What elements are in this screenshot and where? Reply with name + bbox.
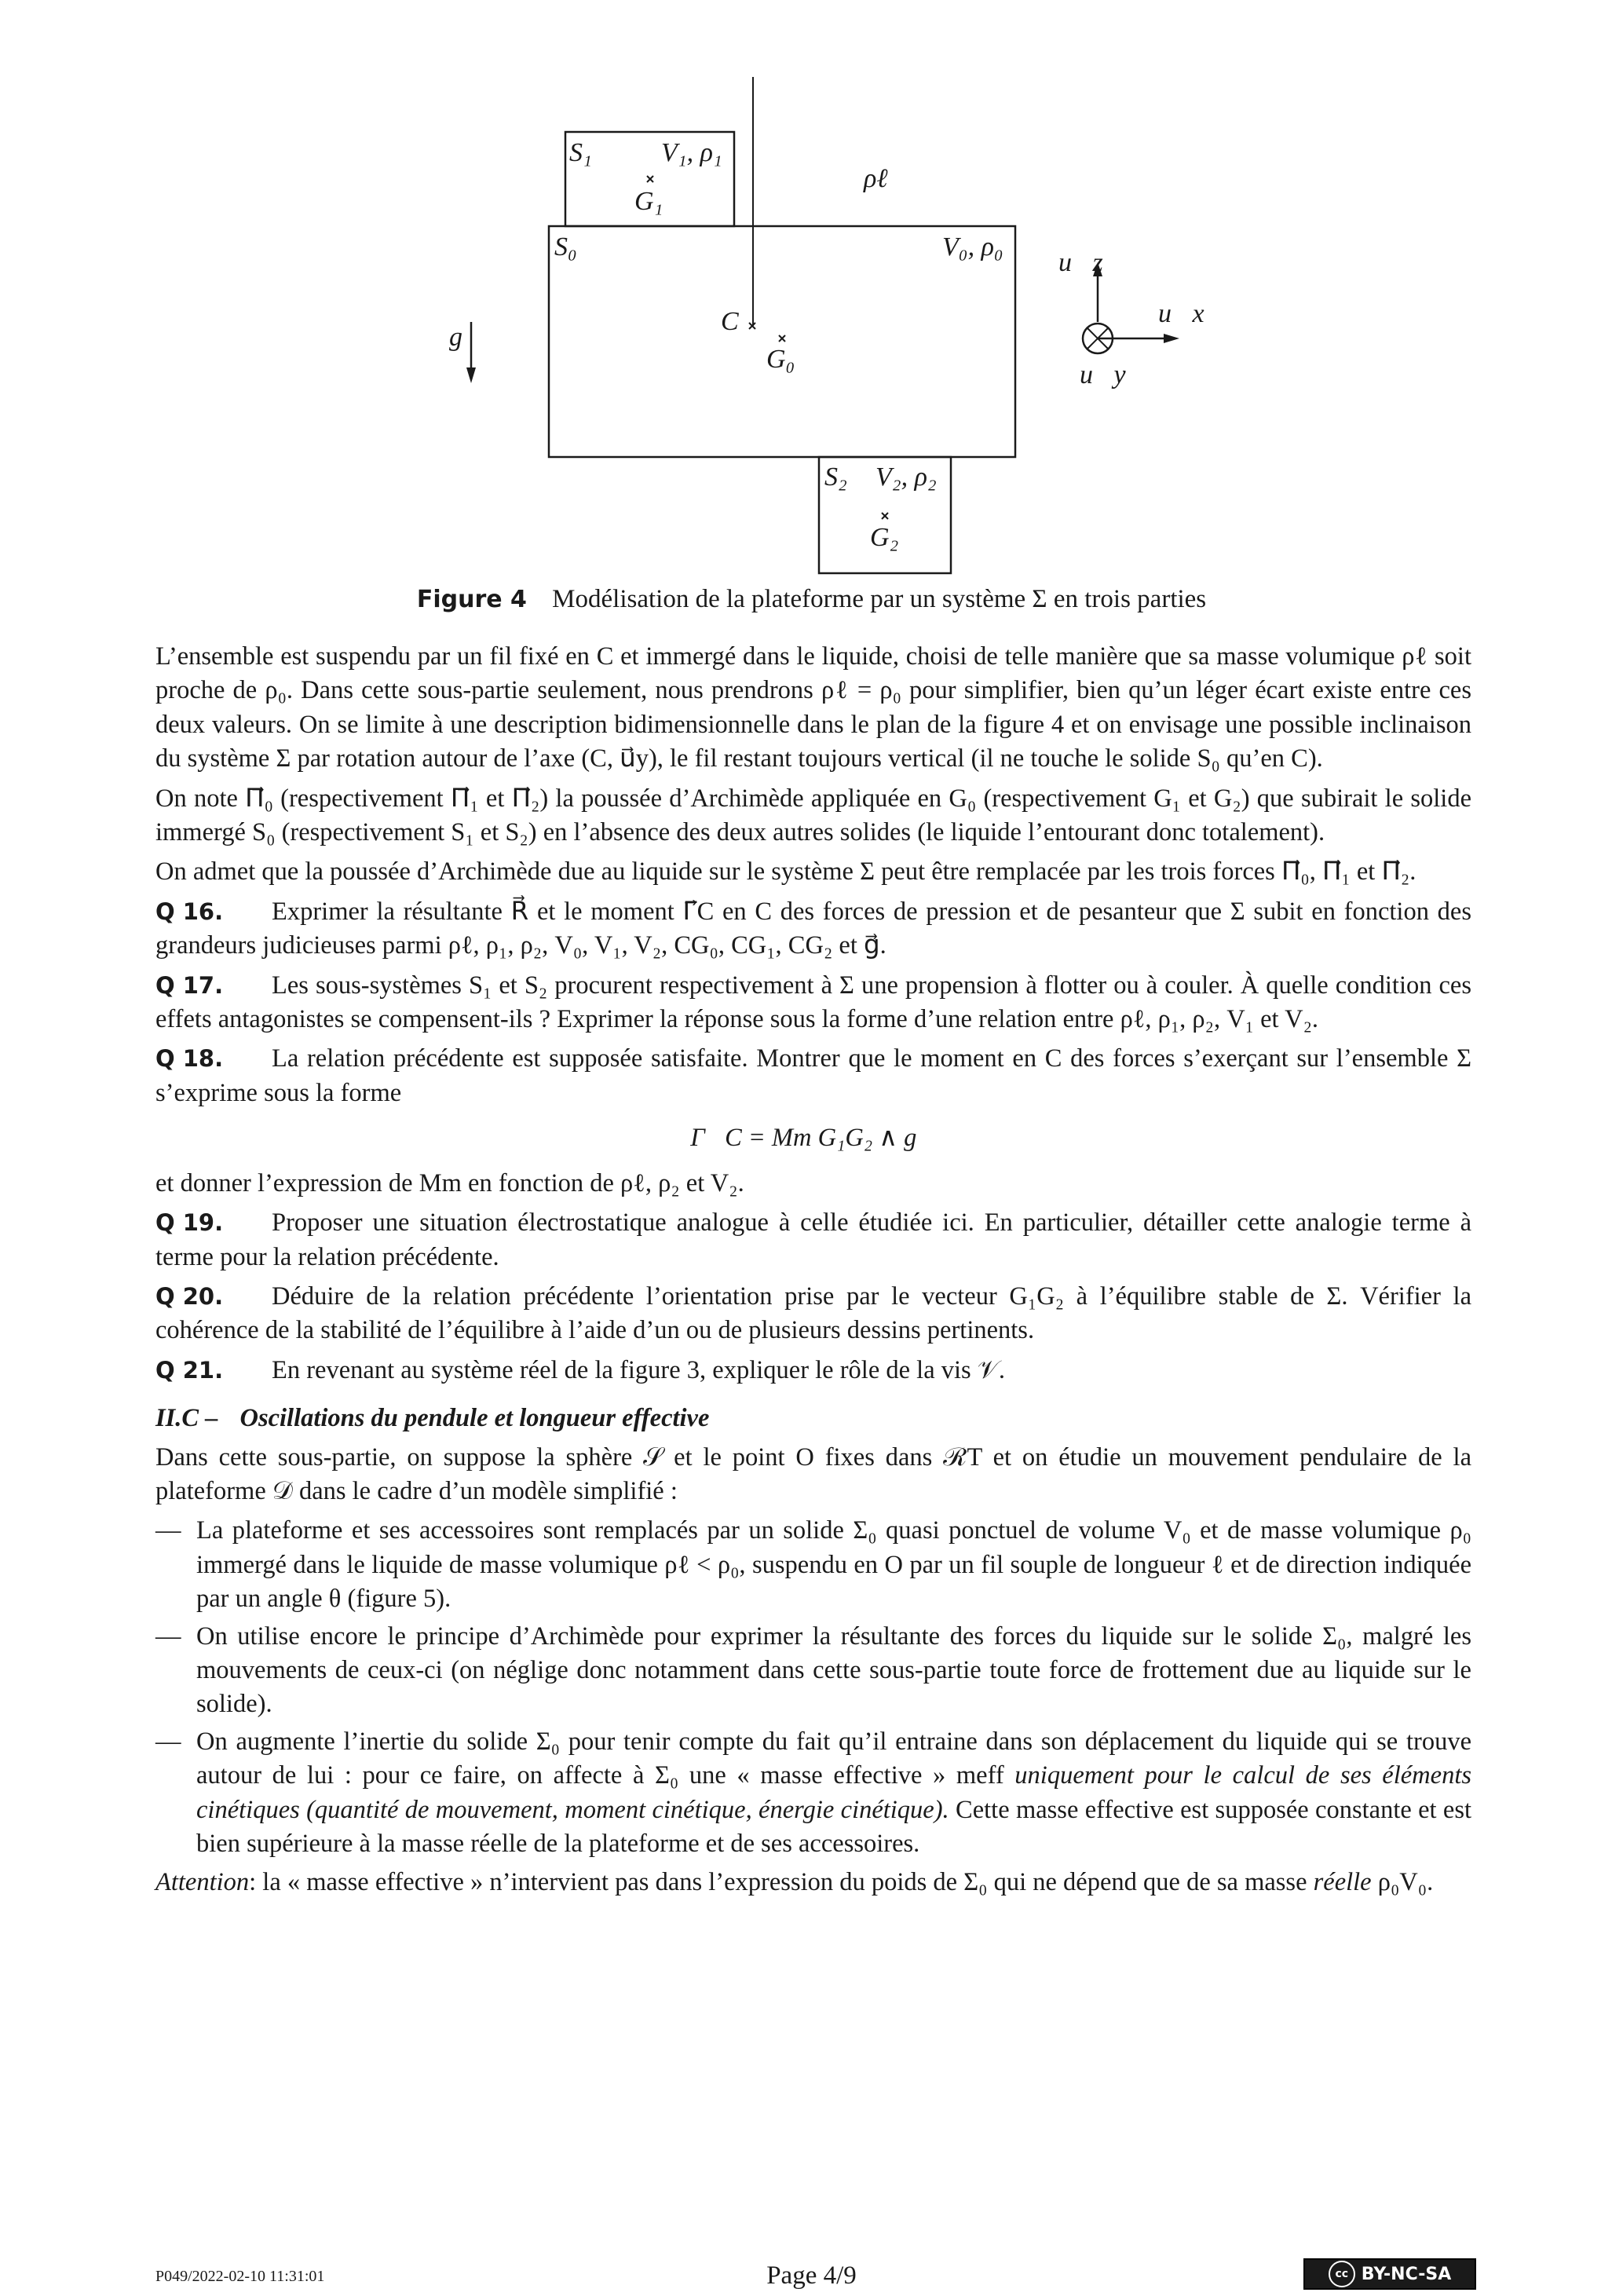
paragraph-archimedes-forces: On note Π⃗₀ (respectivement Π⃗₁ et Π⃗₂) la poussée d’Archimède appliquée en G₀ (respectivement G₁ et G₂) que subirait le solide immergé S₀ (respectivement S₁ et S₂) en l’absence des deux autres solides (le liquide l’entourant donc totalement). — [155, 784, 1471, 847]
question-16-number: Q 16. — [155, 898, 224, 925]
paragraph-attention: Attention: la « masse effective » n’intervient pas dans l’expression du poids de Σ₀ qui ne dépend que de sa masse réelle ρ₀V₀. — [155, 1868, 1434, 1897]
label-v0-rho0: V₀, ρ₀ — [942, 232, 1003, 261]
list-item: — La plateforme et ses accessoires sont remplacés par un solide Σ₀ quasi ponctuel de volume V₀ et de masse volumique ρ₀ immergé dans le liquide de masse volumique ρℓ < ρ₀, suspendu en O par un fil souple de longueur ℓ et de direction indiquée par un angle θ (figure 5). — [155, 1514, 1471, 1616]
moment-formula: Γ⃗C = Mm G₁G₂ ∧ g⃗ — [690, 1124, 937, 1153]
page-body — [155, 640, 1471, 1906]
model-assumptions-list — [155, 1514, 1471, 1861]
label-v1-rho1: V₁, ρ₁ — [661, 138, 722, 167]
label-s0: S₀ — [554, 232, 577, 261]
gravity-arrow-head — [466, 367, 476, 383]
figure-caption — [0, 585, 1623, 614]
label-g0: G₀ — [766, 345, 795, 374]
question-18-number: Q 18. — [155, 1045, 224, 1073]
question-18 — [155, 1042, 1471, 1110]
paragraph-suspension: L’ensemble est suspendu par un fil fixé en C et immergé dans le liquide, choisi de telle manière que sa masse volumique ρℓ soit proche de ρ₀. Dans cette sous-partie seulement, nous prendrons ρℓ = ρ₀ pour simplifier, bien qu’un léger écart existe entre ces deux valeurs. On se limite à une description bidimensionnelle dans le plan de la figure 4 et on envisage une possible inclinaison du système Σ par rotation autour de l’axe (C, u⃗y), le fil restant toujours vertical (il ne touche le solide S₀ qu’en C). — [155, 642, 1471, 773]
g0-marker — [779, 335, 785, 342]
list-item: — On utilise encore le principe d’Archimède pour exprimer la résultante des forces du liquide sur le solide Σ₀, malgré les mouvements de ceux-ci (on néglige donc notamment dans cette sous-partie toute force de frottement due au liquide sur le solide). — [155, 1620, 1471, 1722]
ux-arrow-head — [1164, 334, 1179, 343]
question-19-text: Proposer une situation électrostatique analogue à celle étudiée ici. En particulier, détailler cette analogie terme à terme pour la relation précédente. — [155, 1208, 1471, 1271]
list-item: — On augmente l’inertie du solide Σ₀ pour tenir compte du fait qu’il entraine dans son déplacement du liquide qui se trouve autour de lui : pour ce faire, on affecte à Σ₀ une « masse effective » meff uniquement pour le calcul de ses éléments cinétiques (quantité de mouvement, moment cinétique, énergie cinétique). Cette masse effective est supposée constante et est bien supérieure à la masse réelle de la plateforme et de ses accessoires. — [155, 1725, 1471, 1862]
label-g2: G₂ — [870, 523, 899, 552]
question-16 — [155, 895, 1471, 963]
question-18-text: La relation précédente est supposée satisfaite. Montrer que le moment en C des forces s’exerçant sur l’ensemble Σ s’exprime sous la forme — [155, 1044, 1471, 1107]
label-s1: S₁ — [569, 138, 592, 167]
question-16-text: Exprimer la résultante R⃗ et le moment Γ⃗C en C des forces de pression et de pesanteur que Σ subit en fonction des grandeurs judicieuses parmi ρℓ, ρ₁, ρ₂, V₀, V₁, V₂, CG₀, CG₁, CG₂ et g⃗. — [155, 897, 1471, 960]
platform-model-svg — [408, 71, 1225, 581]
section-number: II.C – — [155, 1404, 218, 1433]
g1-marker — [647, 176, 653, 182]
section-title: Oscillations du pendule et longueur effective — [239, 1404, 710, 1433]
footer-document-code: P049/2022-02-10 11:31:01 — [155, 2268, 325, 2285]
section-heading — [155, 1402, 1471, 1435]
label-c: C — [721, 307, 739, 336]
question-17 — [155, 969, 1471, 1037]
label-v2-rho2: V₂, ρ₂ — [875, 462, 937, 492]
label-ux: u⃗x — [1158, 299, 1204, 328]
label-uy: u⃗y — [1080, 360, 1126, 389]
question-21 — [155, 1354, 1471, 1387]
figure-caption-label: Figure 4 — [416, 586, 527, 613]
label-s2: S₂ — [824, 462, 847, 492]
figure-4-diagram — [408, 71, 1225, 581]
question-20-number: Q 20. — [155, 1282, 224, 1310]
footer-page-number: Page 4/9 — [766, 2261, 857, 2290]
question-21-text: En revenant au système réel de la figure 3, expliquer le rôle de la vis 𝒱. — [272, 1355, 1006, 1384]
question-19-number: Q 19. — [155, 1209, 224, 1237]
question-19 — [155, 1206, 1471, 1274]
license-badge[interactable] — [1303, 2258, 1476, 2290]
question-20 — [155, 1280, 1471, 1348]
paragraph-model-intro: Dans cette sous-partie, on suppose la sphère 𝒮 et le point O fixes dans ℛT et on étudie un mouvement pendulaire de la plateforme 𝒟 dans le cadre d’un modèle simplifié : — [155, 1442, 1471, 1505]
question-17-text: Les sous-systèmes S₁ et S₂ procurent respectivement à Σ une propension à flotter ou à couler. À quelle condition ces effets antagonistes se compensent-ils ? Exprimer la réponse sous la forme d’une relation entre ρℓ, ρ₁, ρ₂, V₁ et V₂. — [155, 971, 1471, 1034]
attention-label: Attention — [155, 1868, 250, 1897]
question-21-number: Q 21. — [155, 1356, 224, 1384]
creative-commons-icon: cc — [1329, 2261, 1355, 2287]
label-g1: G₁ — [634, 187, 663, 216]
license-text: BY-NC-SA — [1361, 2264, 1452, 2284]
label-g-vector: g⃗ — [449, 323, 484, 352]
question-17-number: Q 17. — [155, 971, 224, 999]
label-rho-l: ρℓ — [864, 164, 888, 193]
label-uz: u⃗z — [1058, 248, 1103, 277]
g2-marker — [882, 513, 888, 519]
question-20-text: Déduire de la relation précédente l’orientation prise par le vecteur G₁G₂ à l’équilibre stable de Σ. Vérifier la cohérence de la stabilité de l’équilibre à l’aide d’un ou de plusieurs dessins pertinents. — [155, 1281, 1471, 1345]
paragraph-equivalence: On admet que la poussée d’Archimède due au liquide sur le système Σ peut être remplacée par les trois forces Π⃗₀, Π⃗₁ et Π⃗₂. — [155, 857, 1416, 887]
figure-caption-text: Modélisation de la plateforme par un système Σ en trois parties — [552, 585, 1207, 613]
paragraph-mm-expression: et donner l’expression de Mm en fonction de ρℓ, ρ₂ et V₂. — [155, 1168, 744, 1197]
